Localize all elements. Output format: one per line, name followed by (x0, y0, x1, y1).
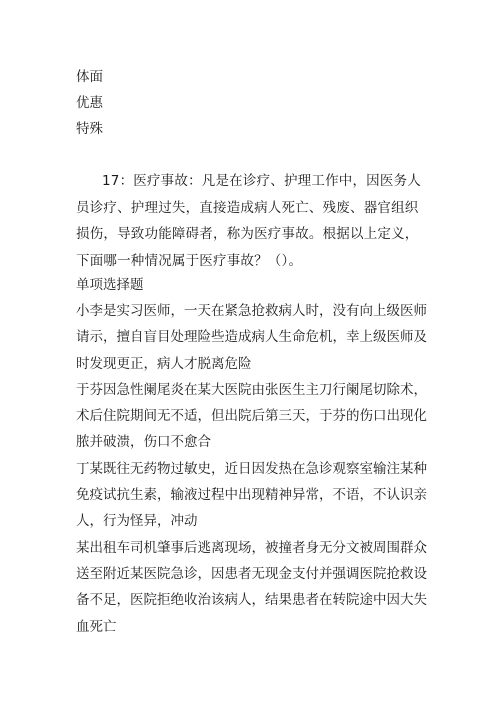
question-type-label: 单项选择题 (76, 277, 144, 293)
answer-choice: 小李是实习医师，一天在紧急抢救病人时，没有向上级医师请示，擅自盲目处理险些造成病人生命危机，幸上级医师及时发现更正，病人才脱离危险 (76, 303, 427, 372)
option-text: 体面 (76, 69, 103, 85)
answer-choice: 丁某既往无药物过敏史，近日因发热在急诊观察室输注某种免疫试抗生素，输液过程中出现精神异常，不语，不认识亲人，行为怪异，冲动 (76, 460, 427, 530)
answer-choices (76, 298, 432, 640)
previous-question-options (76, 64, 103, 142)
answer-choice: 某出租车司机肇事后逃离现场，被撞者身无分文被周围群众送至附近某医院急诊，因患者无现金支付并强调医院抢救设备不足，医院拒绝收治该病人，结果患者在转院途中因大失血死亡 (76, 539, 427, 635)
answer-choice: 于芬因急性阑尾炎在某大医院由张医生主刀行阑尾切除术，术后住院期间无不适，但出院后第三天，于芬的伤口出现化脓并破溃，伤口不愈合 (76, 381, 427, 451)
option-text: 优惠 (76, 95, 103, 111)
question-paragraph: 17：医疗事故：凡是在诊疗、护理工作中，因医务人员诊疗、护理过失，直接造成病人死亡、残废、器官组织损伤，导致功能障碍者，称为医疗事故。根据以上定义，下面哪一种情况属于医疗事故？（）。 (76, 173, 421, 269)
option-text: 特殊 (76, 121, 103, 137)
